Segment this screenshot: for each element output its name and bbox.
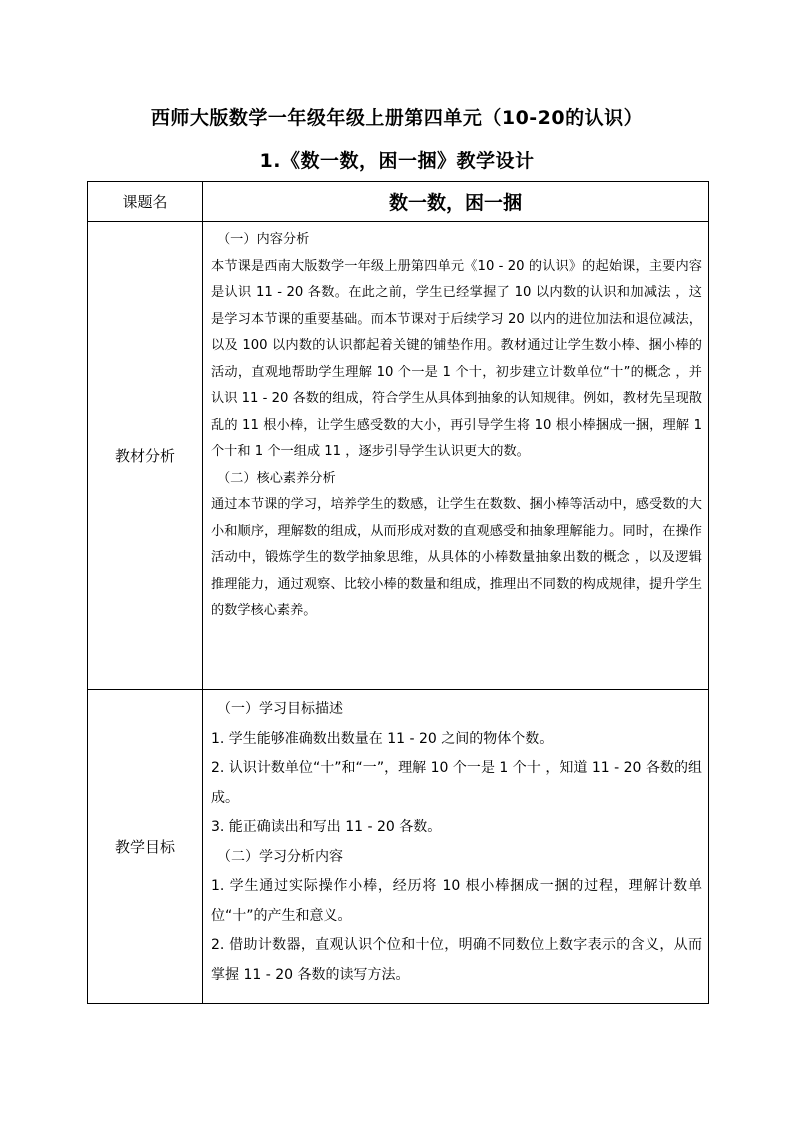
analysis-content: [203, 222, 709, 690]
goals-label: 教学目标: [88, 690, 203, 1004]
analysis-paragraph-literacy: 通过本节课的学习，培养学生的数感，让学生在数数、捆小棒等活动中，感受数的大小和顺序，理解数的组成，从而形成对数的直观感受和抽象理解能力。同时，在操作活动中，锻炼学生的数学抽象思维，从具体的小棒数量抽象出数的概念 ，以及逻辑推理能力，通过观察、比较小棒的数量和组成，推理出不同数的构成规律，提升学生的数学核心素养。: [211, 497, 702, 618]
table-row-topic: [88, 182, 709, 222]
goals-heading-analysis: （二）学习分析内容: [217, 848, 343, 865]
lesson-plan-table: [87, 181, 709, 1004]
analysis-paragraph-content: 本节课是西南大版数学一年级上册第四单元《10 - 20 的认识》的起始课，主要内容是认识 11 - 20 各数。在此之前，学生已经掌握了 10 以内数的认识和加减法 ，这是学习本节课的重要基础。而本节课对于后续学习 20 以内的进位加法和退位减法，以及 100 以内数的认识都起着关键的铺垫作用。教材通过让学生数小棒、捆小棒的活动，直观地帮助学生理解 10 个一是 1 个十，初步建立计数单位“十”的概念 ，并认识 11 - 20 各数的组成，符合学生从具体到抽象的认知规律。例如，教材先呈现散乱的 11 根小棒，让学生感受数的大小，再引导学生将 10 根小棒捆成一捆，理解 1 个十和 1 个一组成 11 ，逐步引导学生认识更大的数。: [211, 258, 702, 459]
document-subtitle: 1.《数一数，困一捆》教学设计: [259, 150, 535, 172]
goals-heading-objectives: （一）学习目标描述: [217, 701, 343, 717]
analysis-heading-literacy: （二）核心素养分析: [217, 470, 336, 486]
topic-value: 数一数，困一捆: [203, 182, 709, 222]
goals-item: 2. 认识计数单位“十”和“一”，理解 10 个一是 1 个十 ，知道 11 - 20 各数的组成。: [211, 760, 702, 806]
topic-label: 课题名: [88, 182, 203, 222]
goals-item: 2. 借助计数器，直观认识个位和十位，明确不同数位上数字表示的含义，从而掌握 11 - 20 各数的读写方法。: [211, 937, 702, 983]
table-row-analysis: [88, 222, 709, 690]
document-title: 西师大版数学一年级年级上册第四单元（10-20的认识）: [150, 107, 644, 129]
analysis-heading-content: （一）内容分析: [217, 232, 310, 247]
goals-content: [203, 690, 709, 1004]
goals-item: 1. 学生能够准确数出数量在 11 - 20 之间的物体个数。: [211, 730, 554, 747]
analysis-label: 教材分析: [88, 222, 203, 690]
goals-item: 3. 能正确读出和写出 11 - 20 各数。: [211, 819, 442, 835]
table-row-goals: [88, 690, 709, 1004]
goals-item: 1. 学生通过实际操作小棒，经历将 10 根小棒捆成一捆的过程，理解计数单位“十”的产生和意义。: [211, 878, 702, 924]
